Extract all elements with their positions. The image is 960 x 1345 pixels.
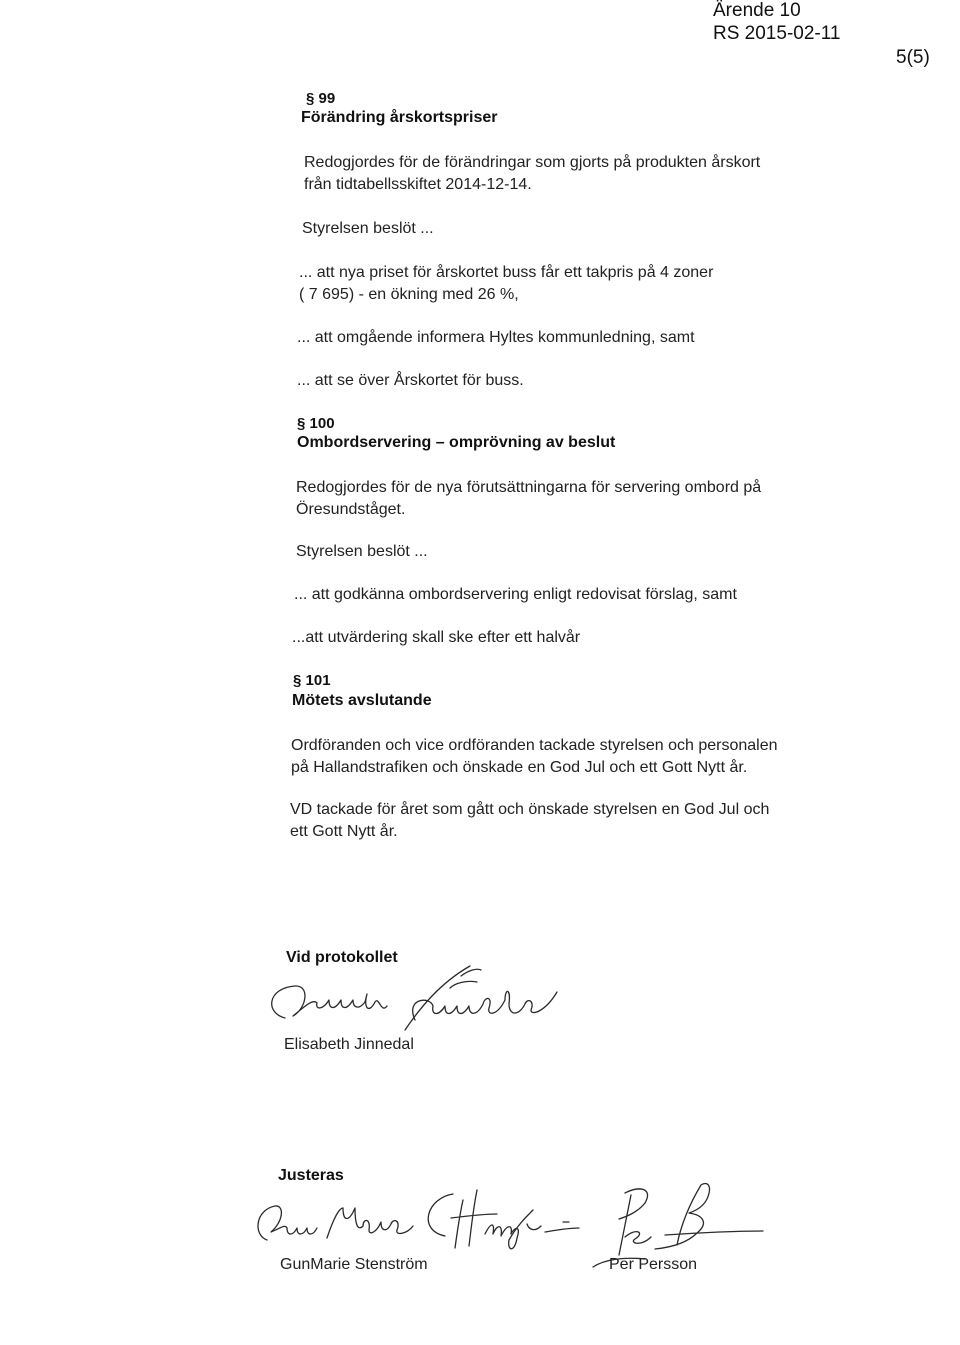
document-reference: RS 2015-02-11 [713, 23, 841, 44]
section-100-title: Ombordservering – omprövning av beslut [297, 434, 616, 451]
section-100-clause: ...att utvärdering skall ske efter ett halvår [292, 629, 581, 646]
section-101-text: Ordföranden och vice ordföranden tackade styrelsen och personalen [291, 737, 778, 754]
page-number: 5(5) [896, 47, 930, 68]
adjuster1-name: GunMarie Stenström [280, 1256, 428, 1273]
section-99-clause: ... att nya priset för årskortet buss får ett takpris på 4 zoner [299, 264, 714, 281]
section-100-text: Öresundståget. [296, 501, 406, 518]
section-99-clause: ( 7 695) - en ökning med 26 %, [299, 286, 519, 303]
section-99-text: från tidtabellsskiftet 2014-12-14. [304, 176, 532, 193]
section-101-title: Mötets avslutande [292, 692, 432, 709]
section-101-text: ett Gott Nytt år. [290, 823, 398, 840]
protocol-name: Elisabeth Jinnedal [284, 1036, 414, 1053]
section-100-clause: ... att godkänna ombordservering enligt redovisat förslag, samt [294, 586, 737, 603]
adjuster1-signature [245, 1180, 595, 1260]
section-99-clause: ... att omgående informera Hyltes kommunledning, samt [297, 329, 695, 346]
section-100-decision: Styrelsen beslöt ... [296, 543, 428, 560]
adjust-label: Justeras [278, 1167, 344, 1184]
adjuster2-name: Per Persson [609, 1256, 698, 1273]
section-101-text: VD tackade för året som gått och önskade styrelsen en God Jul och [290, 801, 770, 818]
section-101-number: § 101 [293, 672, 331, 689]
section-99-clause: ... att se över Årskortet för buss. [297, 372, 524, 389]
section-99-title: Förändring årskortspriser [301, 109, 498, 126]
protocol-signature [255, 958, 585, 1048]
case-number: Ärende 10 [713, 0, 801, 21]
section-101-text: på Hallandstrafiken och önskade en God Jul och ett Gott Nytt år. [291, 759, 748, 776]
section-99-decision: Styrelsen beslöt ... [302, 220, 434, 237]
section-100-text: Redogjordes för de nya förutsättningarna för servering ombord på [296, 479, 762, 496]
section-99-text: Redogjordes för de förändringar som gjorts på produkten årskort [304, 154, 761, 171]
section-99-number: § 99 [306, 90, 336, 107]
protocol-label: Vid protokollet [286, 949, 398, 966]
section-100-number: § 100 [297, 415, 335, 432]
